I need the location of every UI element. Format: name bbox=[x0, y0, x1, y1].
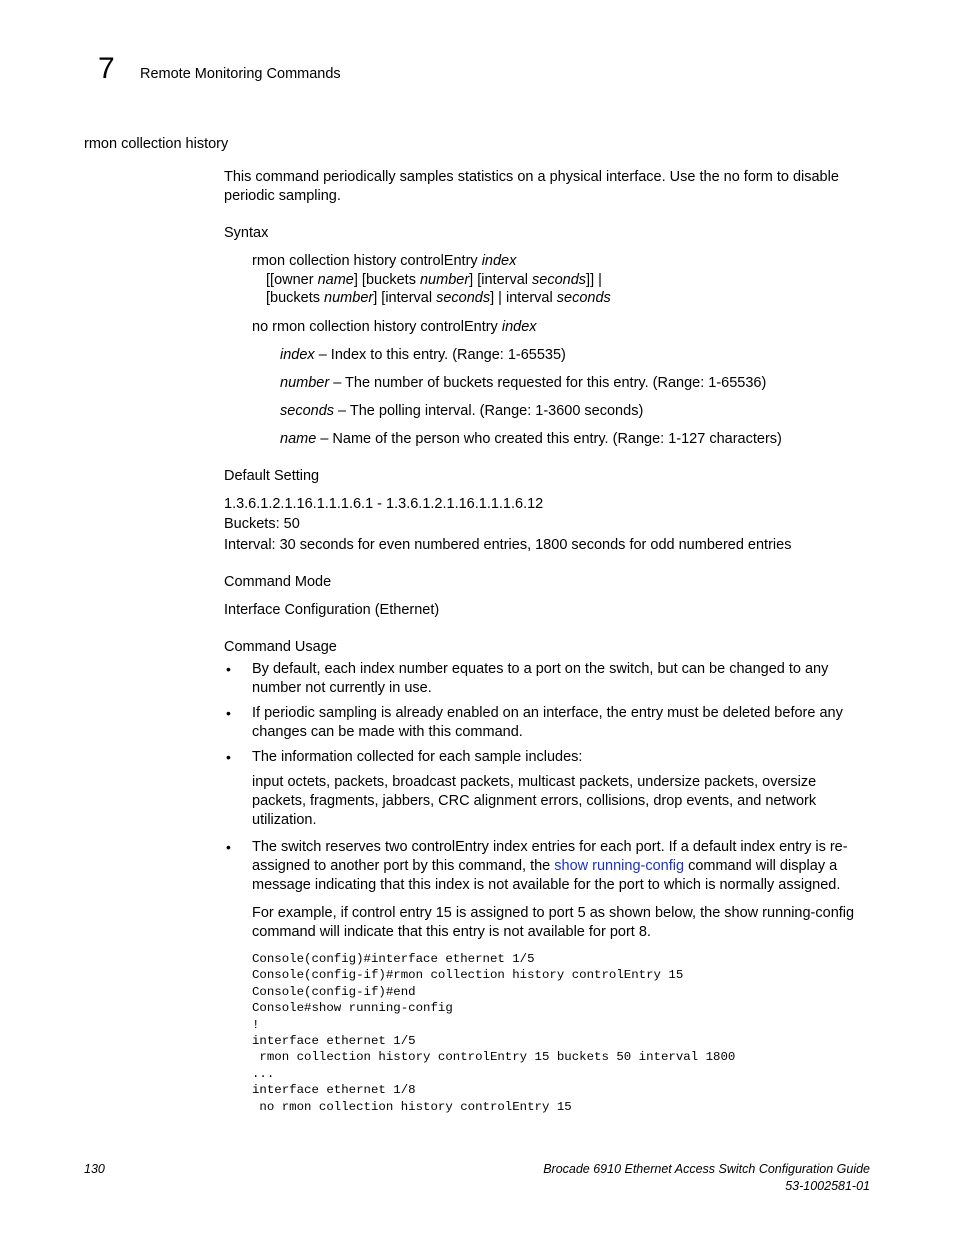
syntax-keyword-interval: interval bbox=[481, 272, 528, 288]
code-line: no rmon collection history controlEntry 15 bbox=[252, 1099, 572, 1114]
syntax-no-command: no rmon collection history controlEntry bbox=[252, 319, 498, 335]
usage-text: The switch reserves two controlEntry index entries for each port. If a default index entry is re-assigned to another port by this command, the bbox=[252, 839, 848, 874]
syntax-keyword-owner: owner bbox=[274, 272, 314, 288]
param-name: seconds bbox=[280, 403, 335, 419]
syntax-arg-number: number bbox=[419, 272, 470, 288]
chapter-number: 7 bbox=[98, 52, 115, 85]
command-mode-text: Interface Configuration (Ethernet) bbox=[224, 602, 440, 618]
syntax-arg-seconds: seconds bbox=[532, 272, 587, 288]
syntax-punct: ]] | bbox=[586, 272, 602, 288]
code-line: interface ethernet 1/5 bbox=[252, 1034, 416, 1049]
param-description: – Index to this entry. (Range: 1-65535) bbox=[318, 347, 566, 363]
param-seconds bbox=[280, 402, 643, 421]
usage-example-text: For example, if control entry 15 is assigned to port 5 as shown below, the show running-config command will indicate that this entry is not available for port 8. bbox=[252, 905, 855, 940]
bullet-glyph: • bbox=[226, 839, 231, 855]
syntax-arg-seconds: seconds bbox=[556, 290, 611, 306]
code-line: rmon collection history controlEntry 15 buckets 50 interval 1800 bbox=[252, 1050, 736, 1065]
command-title: rmon collection history bbox=[84, 136, 229, 152]
default-setting-heading: Default Setting bbox=[224, 468, 320, 484]
syntax-keyword-interval: interval bbox=[505, 290, 553, 306]
usage-item-sample-info: The information collected for each sample includes: bbox=[252, 749, 583, 765]
code-line: Console(config-if)#end bbox=[252, 984, 416, 999]
syntax-punct: ] | bbox=[490, 290, 502, 306]
doc-number: 53-1002581-01 bbox=[785, 1179, 870, 1193]
syntax-keyword-interval: interval bbox=[385, 290, 433, 306]
syntax-arg-seconds: seconds bbox=[436, 290, 491, 306]
bullet-glyph: • bbox=[226, 661, 231, 677]
code-line: ! bbox=[252, 1017, 260, 1032]
syntax-punct: ] [ bbox=[469, 272, 482, 288]
syntax-line-1 bbox=[252, 252, 516, 271]
code-line: ... bbox=[252, 1066, 275, 1081]
syntax-punct: ] [ bbox=[353, 272, 366, 288]
syntax-punct: [ bbox=[266, 290, 271, 306]
param-index bbox=[280, 346, 566, 365]
usage-item-delete-entry: If periodic sampling is already enabled on an interface, the entry must be deleted before any changes can be made with this command. bbox=[252, 705, 843, 740]
syntax-punct: ] [ bbox=[373, 290, 386, 306]
param-number bbox=[280, 374, 766, 393]
syntax-arg-name: name bbox=[317, 272, 354, 288]
bullet-glyph: • bbox=[226, 705, 231, 721]
param-name: name bbox=[280, 431, 317, 447]
param-description: – Name of the person who created this entry. (Range: 1-127 characters) bbox=[320, 431, 782, 447]
code-example bbox=[252, 951, 735, 1115]
syntax-line-3 bbox=[266, 289, 611, 308]
code-line: Console(config)#interface ethernet 1/5 bbox=[252, 952, 535, 966]
default-line-oid: 1.3.6.1.2.1.16.1.1.1.6.1 - 1.3.6.1.2.1.16.1.1.1.6.12 bbox=[224, 496, 544, 512]
bullet-glyph: • bbox=[226, 749, 231, 765]
syntax-keyword-buckets: buckets bbox=[270, 290, 321, 306]
code-line: Console#show running-config bbox=[252, 1001, 453, 1016]
page-number: 130 bbox=[84, 1162, 105, 1176]
syntax-param-index: index bbox=[481, 253, 517, 269]
param-description: – The number of buckets requested for this entry. (Range: 1-65536) bbox=[333, 375, 767, 391]
syntax-arg-number: number bbox=[324, 290, 374, 306]
syntax-param-index: index bbox=[501, 319, 537, 335]
show-running-config-link[interactable]: show running-config bbox=[554, 858, 685, 874]
default-line-buckets: Buckets: 50 bbox=[224, 516, 300, 532]
param-name-entry bbox=[280, 430, 782, 449]
syntax-command: rmon collection history controlEntry bbox=[252, 253, 478, 269]
syntax-no-form bbox=[252, 318, 537, 337]
param-name: index bbox=[280, 347, 315, 363]
code-line: Console(config-if)#rmon collection history controlEntry 15 bbox=[252, 968, 684, 983]
syntax-keyword-buckets: buckets bbox=[365, 272, 416, 288]
command-description: This command periodically samples statistics on a physical interface. Use the no form to disable periodic sampling. bbox=[224, 169, 839, 204]
usage-sample-details: input octets, packets, broadcast packets, multicast packets, undersize packets, oversize packets, fragments, jabbers, CRC alignment errors, collisions, drop events, and network utilization. bbox=[252, 774, 817, 828]
syntax-punct: [[ bbox=[266, 272, 275, 288]
param-name: number bbox=[280, 375, 330, 391]
usage-text: command will display a message indicating that this index is not available for the port to which is normally assigned. bbox=[252, 858, 841, 893]
code-line: interface ethernet 1/8 bbox=[252, 1083, 416, 1098]
command-mode-heading: Command Mode bbox=[224, 574, 332, 590]
syntax-line-2 bbox=[266, 271, 602, 290]
default-line-interval: Interval: 30 seconds for even numbered entries, 1800 seconds for odd numbered entries bbox=[224, 537, 792, 553]
usage-item-reserved-entries bbox=[252, 838, 870, 895]
command-usage-heading: Command Usage bbox=[224, 639, 337, 655]
chapter-title: Remote Monitoring Commands bbox=[140, 66, 341, 82]
guide-title: Brocade 6910 Ethernet Access Switch Configuration Guide bbox=[543, 1162, 870, 1176]
param-description: – The polling interval. (Range: 1-3600 seconds) bbox=[338, 403, 644, 419]
usage-item-index-number: By default, each index number equates to a port on the switch, but can be changed to any number not currently in use. bbox=[252, 661, 829, 696]
syntax-heading: Syntax bbox=[224, 225, 269, 241]
